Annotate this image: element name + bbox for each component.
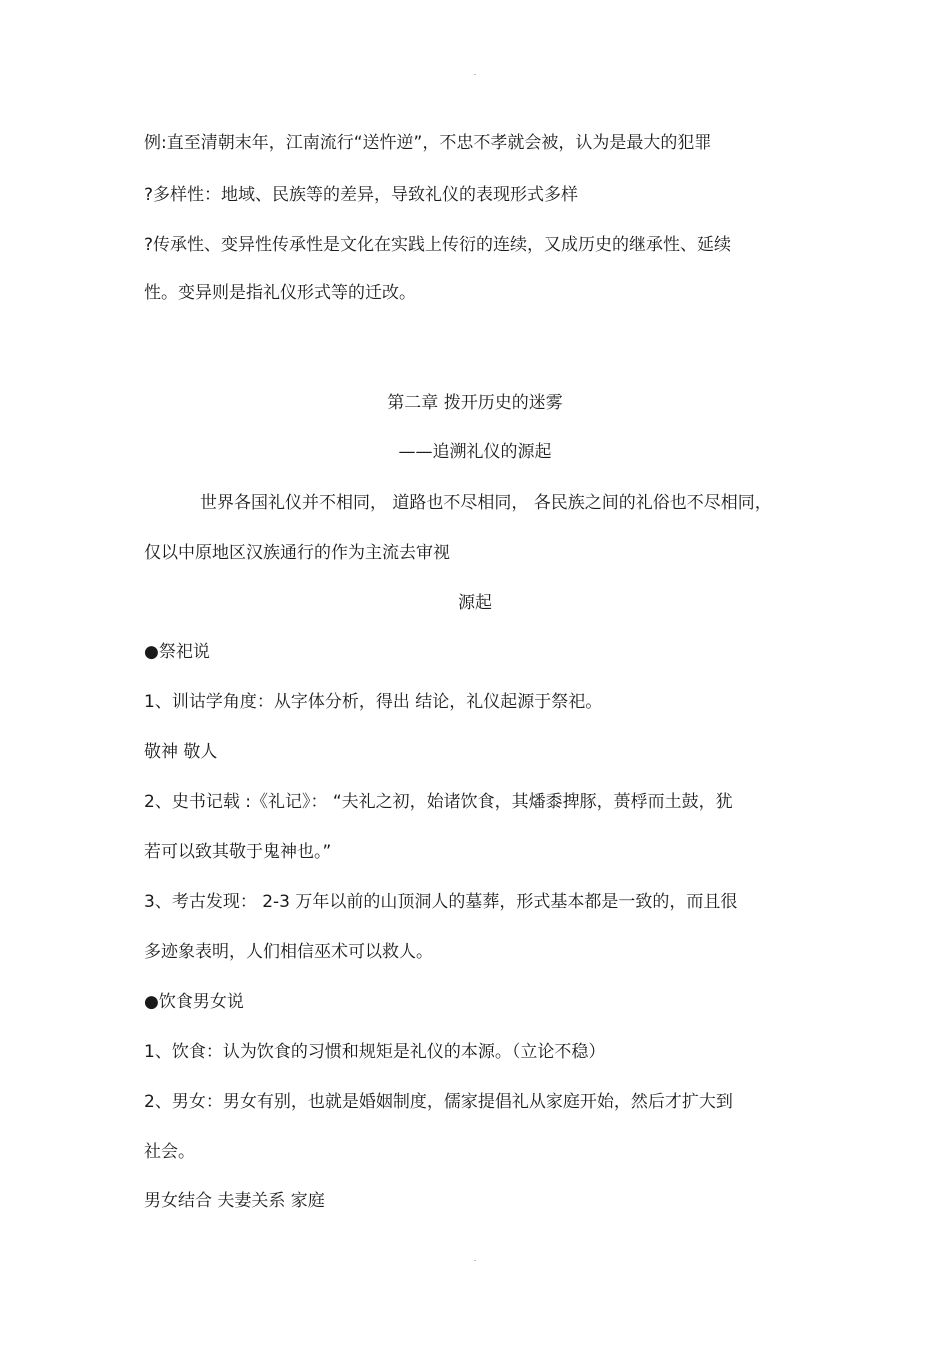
- example-line: 例:直至清朝末年，江南流行“送忤逆”，不忠不孝就会被，认为是最大的犯罪: [144, 133, 712, 153]
- inheritance-line-cont: 性。变异则是指礼仪形式等的迁改。: [144, 283, 416, 303]
- item-records-cont: 若可以致其敬于鬼神也。”: [144, 842, 332, 862]
- bullet-food-gender: ●饮食男女说: [144, 992, 244, 1012]
- item-archaeology-cont: 多迹象表明，人们相信巫术可以救人。: [144, 942, 433, 962]
- intro-paragraph-cont: 仅以中原地区汉族通行的作为主流去审视: [144, 543, 450, 563]
- intro-paragraph: 世界各国礼仪并不相同， 道路也不尽相同， 各民族之间的礼俗也不尽相同，: [200, 493, 772, 513]
- chapter-subtitle: ——追溯礼仪的源起: [398, 442, 552, 462]
- item-gender-cont: 社会。: [144, 1142, 195, 1162]
- item-family: 男女结合 夫妻关系 家庭: [144, 1191, 325, 1211]
- item-respect: 敬神 敬人: [144, 742, 218, 762]
- bullet-sacrifice: ●祭祀说: [144, 642, 210, 662]
- footer-mark: [474, 1260, 476, 1261]
- item-gender: 2、男女：男女有别，也就是婚姻制度，儒家提倡礼从家庭开始，然后才扩大到: [144, 1092, 733, 1112]
- chapter-title: 第二章 拨开历史的迷雾: [387, 393, 563, 413]
- section-title: 源起: [458, 593, 492, 613]
- diversity-line: ?多样性：地域、民族等的差异，导致礼仪的表现形式多样: [144, 185, 579, 205]
- inheritance-line: ?传承性、变异性传承性是文化在实践上传衍的连续，又成历史的继承性、延续: [144, 235, 732, 255]
- item-food: 1、饮食：认为饮食的习惯和规矩是礼仪的本源。（立论不稳）: [144, 1042, 606, 1062]
- item-exegesis: 1、训诂学角度：从字体分析，得出 结论，礼仪起源于祭祀。: [144, 692, 603, 712]
- item-records: 2、史书记载 :《礼记》： “夫礼之初，始诸饮食，其燔黍捭豚，蒉桴而土鼓，犹: [144, 792, 733, 812]
- header-mark: [474, 74, 476, 75]
- item-archaeology: 3、考古发现： 2-3 万年以前的山顶洞人的墓葬，形式基本都是一致的，而且很: [144, 892, 738, 912]
